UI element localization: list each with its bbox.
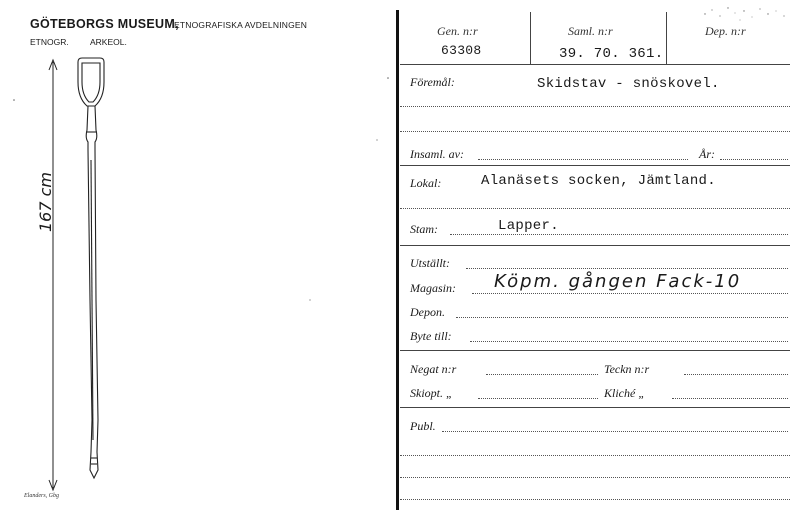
lokal-label: Lokal: bbox=[410, 176, 442, 190]
paper-specks bbox=[13, 77, 389, 300]
form-line bbox=[400, 499, 790, 501]
byte-dots bbox=[470, 341, 788, 343]
insaml-dots bbox=[478, 159, 688, 161]
section-rule bbox=[400, 245, 790, 246]
header-separator-1 bbox=[530, 12, 531, 64]
negat-label: Negat n:r bbox=[410, 362, 457, 376]
dep-number-label: Dep. n:r bbox=[705, 24, 746, 38]
kliche-dots bbox=[672, 398, 788, 400]
utstallt-label: Utställt: bbox=[410, 256, 451, 270]
teckn-label: Teckn n:r bbox=[604, 362, 650, 376]
utstallt-dots bbox=[466, 268, 788, 270]
stam-value: Lapper. bbox=[498, 218, 559, 234]
category-archaeology: ARKEOL. bbox=[90, 37, 127, 47]
negat-dots bbox=[486, 374, 598, 376]
foremal-label: Föremål: bbox=[410, 75, 455, 89]
card-divider bbox=[396, 10, 399, 510]
stam-label: Stam: bbox=[410, 222, 438, 236]
saml-number-label: Saml. n:r bbox=[568, 24, 613, 38]
stam-dots bbox=[450, 234, 788, 236]
section-rule bbox=[400, 350, 790, 351]
category-ethnography: ETNOGR. bbox=[30, 37, 69, 47]
ar-label: År: bbox=[699, 147, 715, 161]
department-name: ETNOGRAFISKA AVDELNINGEN bbox=[174, 20, 308, 30]
lokal-value: Alanäsets socken, Jämtland. bbox=[481, 173, 716, 189]
shovel-illustration bbox=[78, 58, 104, 478]
section-rule bbox=[400, 165, 790, 166]
measure-arrow bbox=[49, 60, 57, 490]
publ-label: Publ. bbox=[410, 419, 436, 433]
ink-specks bbox=[700, 2, 795, 32]
museum-name: GÖTEBORGS MUSEUM, bbox=[30, 17, 179, 31]
magasin-value: Köpm. gången Fack-10 bbox=[494, 271, 742, 292]
object-drawing bbox=[0, 0, 396, 515]
insaml-label: Insaml. av: bbox=[410, 147, 464, 161]
form-line bbox=[400, 208, 790, 210]
kliche-label: Kliché „ bbox=[604, 386, 645, 400]
form-line bbox=[400, 455, 790, 457]
skiopt-label: Skiopt. „ bbox=[410, 386, 453, 400]
depon-label: Depon. bbox=[410, 305, 445, 319]
form-line bbox=[400, 477, 790, 479]
ar-dots bbox=[720, 159, 788, 161]
section-rule bbox=[400, 407, 790, 408]
magasin-label: Magasin: bbox=[410, 281, 456, 295]
byte-label: Byte till: bbox=[410, 329, 452, 343]
skiopt-dots bbox=[478, 398, 598, 400]
header-separator-2 bbox=[666, 12, 667, 64]
header-rule bbox=[400, 64, 790, 65]
saml-number-value: 39. 70. 361. bbox=[559, 46, 664, 62]
magasin-dots bbox=[472, 293, 788, 295]
form-line bbox=[400, 131, 790, 133]
measurement-note: 167 cm bbox=[36, 171, 55, 232]
depon-dots bbox=[456, 317, 788, 319]
gen-number-value: 63308 bbox=[441, 43, 482, 58]
printer-imprint: Elanders, Gbg bbox=[24, 493, 59, 499]
publ-dots bbox=[442, 431, 788, 433]
form-line bbox=[400, 106, 790, 108]
foremal-value: Skidstav - snöskovel. bbox=[537, 76, 720, 92]
teckn-dots bbox=[684, 374, 788, 376]
gen-number-label: Gen. n:r bbox=[437, 24, 478, 38]
